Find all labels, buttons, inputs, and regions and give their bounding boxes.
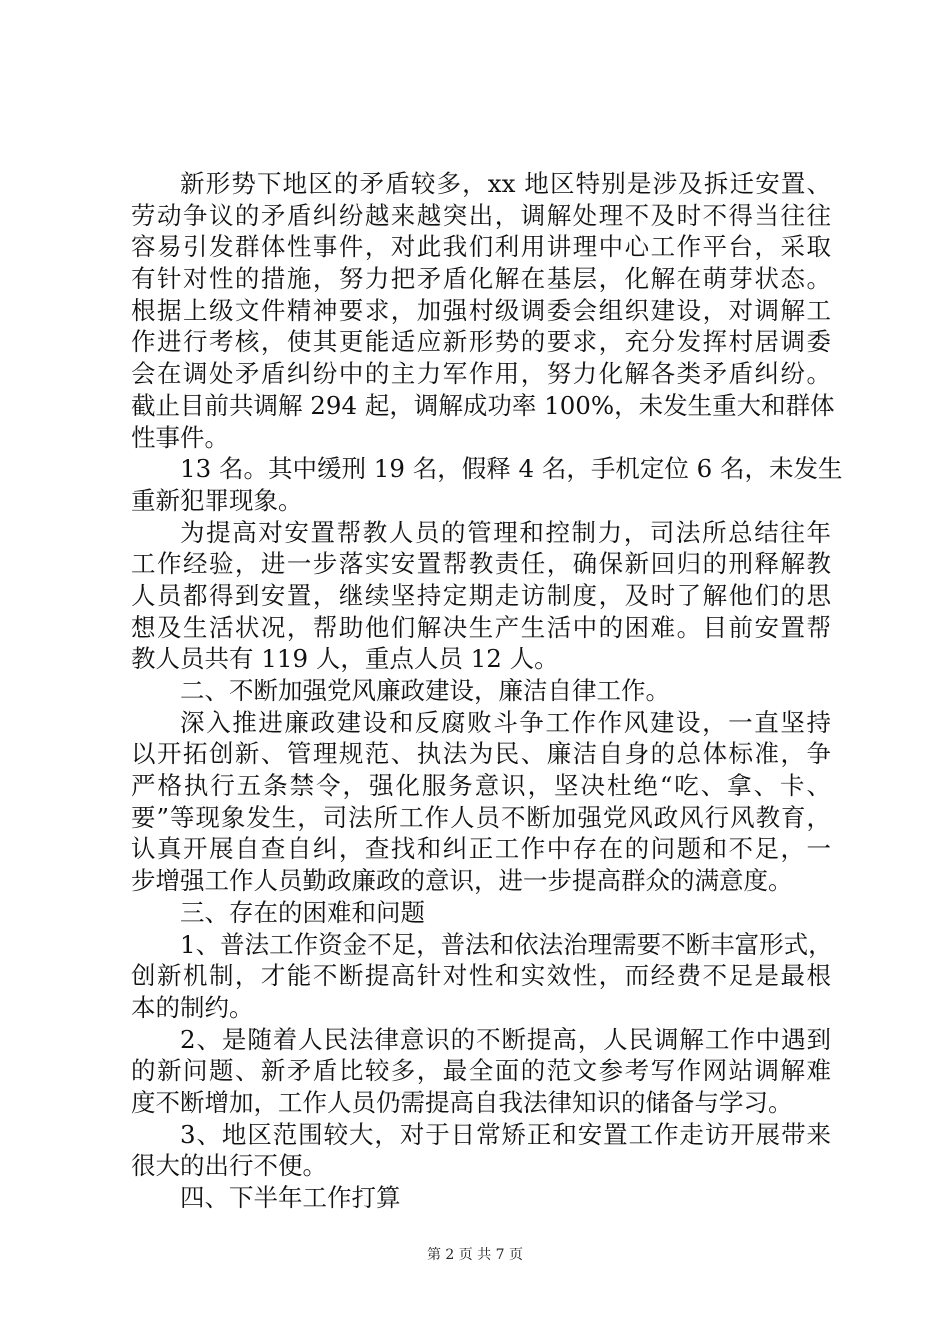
text-line: 劳动争议的矛盾纠纷越来越突出，调解处理不及时不得当往往 (131, 200, 831, 230)
paragraph (131, 1182, 831, 1214)
document-body (131, 168, 843, 1214)
text-line: 步增强工作人员勤政廉政的意识，进一步提高群众的满意度。 (131, 866, 793, 896)
text-line: 性事件。 (131, 422, 229, 452)
text-line: 深入推进廉政建设和反腐败斗争工作作风建设，一直坚持 (180, 707, 831, 737)
text-line: 截止目前共调解 294 起，调解成功率 100%，未发生重大和群体 (131, 390, 835, 420)
text-line: 工作经验，进一步落实安置帮教责任，确保新回归的刑释解教 (131, 549, 831, 579)
paragraph (131, 707, 831, 897)
page-footer: 第 2 页 共 7 页 (426, 1247, 524, 1263)
text-line: 严格执行五条禁令，强化服务意识，坚决杜绝“吃、拿、卡、 (131, 771, 831, 801)
text-line: 本的制约。 (131, 992, 254, 1022)
text-line: 想及生活状况，帮助他们解决生产生活中的困难。目前安置帮 (131, 612, 831, 642)
text-line: 要”等现象发生，司法所工作人员不断加强党风政风行风教育， (131, 802, 831, 832)
text-line: 3、地区范围较大，对于日常矫正和安置工作走访开展带来 (180, 1119, 831, 1149)
text-line: 度不断增加，工作人员仍需提高自我法律知识的储备与学习。 (131, 1087, 793, 1117)
text-line: 很大的出行不便。 (131, 1151, 327, 1181)
text-line: 有针对性的措施，努力把矛盾化解在基层，化解在萌芽状态。 (131, 264, 831, 294)
paragraph (131, 897, 831, 929)
text-line: 创新机制，才能不断提高针对性和实效性，而经费不足是最根 (131, 961, 831, 991)
text-line: 新形势下地区的矛盾较多，xx 地区特别是涉及拆迁安置、 (180, 169, 831, 198)
text-line: 1、普法工作资金不足，普法和依法治理需要不断丰富形式， (180, 929, 833, 959)
text-line: 认真开展自查自纠，查找和纠正工作中存在的问题和不足，一 (131, 834, 831, 864)
text-line: 三、存在的困难和问题 (180, 897, 425, 927)
text-line: 四、下半年工作打算 (180, 1183, 401, 1212)
paragraph (131, 453, 843, 516)
text-line: 教人员共有 119 人，重点人员 12 人。 (131, 644, 559, 674)
text-line: 人员都得到安置，继续坚持定期走访制度，及时了解他们的思 (131, 580, 831, 610)
paragraph (131, 675, 831, 707)
paragraph (131, 1119, 831, 1182)
text-line: 以开拓创新、管理规范、执法为民、廉洁自身的总体标准，争 (131, 739, 831, 769)
text-line: 13 名。其中缓刑 19 名，假释 4 名，手机定位 6 名，未发生 (180, 454, 843, 484)
paragraph (131, 929, 831, 1024)
text-line: 作进行考核，使其更能适应新形势的要求，充分发挥村居调委 (131, 327, 831, 357)
paragraph (131, 517, 831, 675)
paragraph (131, 168, 835, 453)
text-line: 二、不断加强党风廉政建设，廉洁自律工作。 (180, 676, 670, 705)
text-line: 根据上级文件精神要求，加强村级调委会组织建设，对调解工 (131, 295, 831, 325)
text-line: 为提高对安置帮教人员的管理和控制力，司法所总结往年 (180, 517, 831, 547)
text-line: 容易引发群体性事件，对此我们利用讲理中心工作平台，采取 (131, 232, 831, 262)
text-line: 重新犯罪现象。 (131, 485, 303, 515)
text-line: 的新问题、新矛盾比较多，最全面的范文参考写作网站调解难 (131, 1056, 831, 1086)
text-line: 2、是随着人民法律意识的不断提高，人民调解工作中遇到 (180, 1024, 831, 1054)
paragraph (131, 1024, 831, 1119)
text-line: 会在调处矛盾纠纷中的主力军作用，努力化解各类矛盾纠纷。 (131, 359, 831, 389)
